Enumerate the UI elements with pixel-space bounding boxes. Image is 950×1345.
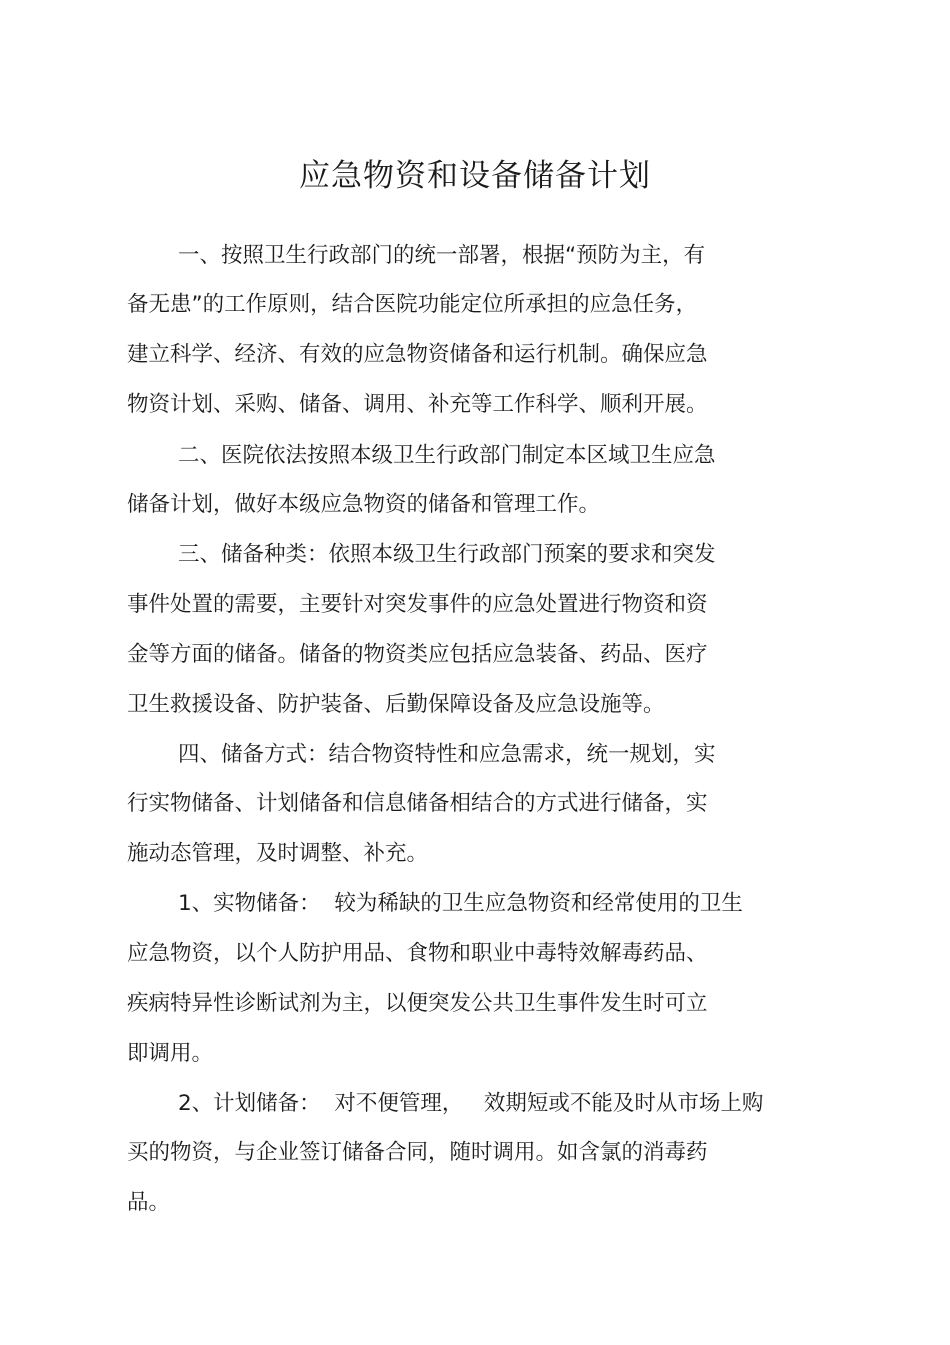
paragraph-4-line-3: 施动态管理，及时调整、补充。 bbox=[127, 841, 429, 866]
paragraph-3-line-1: 三、储备种类：依照本级卫生行政部门预案的要求和突发 bbox=[178, 542, 716, 567]
paragraph-6-line-1: 2、计划储备： 对不便管理， 效期短或不能及时从市场上购 bbox=[178, 1091, 764, 1116]
document-title: 应急物资和设备储备计划 bbox=[299, 158, 651, 194]
paragraph-5-line-1: 1、实物储备： 较为稀缺的卫生应急物资和经常使用的卫生 bbox=[178, 891, 743, 916]
paragraph-3-line-2: 事件处置的需要，主要针对突发事件的应急处置进行物资和资 bbox=[127, 592, 708, 617]
paragraph-1-line-1: 一、按照卫生行政部门的统一部署，根据“预防为主，有 bbox=[178, 243, 706, 268]
paragraph-1-line-2: 备无患”的工作原则，结合医院功能定位所承担的应急任务， bbox=[127, 292, 698, 317]
paragraph-4-line-1: 四、储备方式：结合物资特性和应急需求，统一规划，实 bbox=[178, 742, 716, 767]
paragraph-1-line-4: 物资计划、采购、储备、调用、补充等工作科学、顺利开展。 bbox=[127, 392, 708, 417]
paragraph-5-line-3: 疾病特异性诊断试剂为主，以便突发公共卫生事件发生时可立 bbox=[127, 991, 708, 1016]
paragraph-6-line-3: 品。 bbox=[127, 1190, 171, 1215]
paragraph-3-line-4: 卫生救援设备、防护装备、后勤保障设备及应急设施等。 bbox=[127, 692, 665, 717]
paragraph-4-line-2: 行实物储备、计划储备和信息储备相结合的方式进行储备，实 bbox=[127, 791, 708, 816]
paragraph-3-line-3: 金等方面的储备。储备的物资类应包括应急装备、药品、医疗 bbox=[127, 642, 708, 667]
paragraph-5-line-4: 即调用。 bbox=[127, 1041, 214, 1066]
paragraph-1-line-3: 建立科学、经济、有效的应急物资储备和运行机制。确保应急 bbox=[127, 342, 708, 367]
paragraph-6-line-2: 买的物资，与企业签订储备合同，随时调用。如含氯的消毒药 bbox=[127, 1140, 708, 1165]
paragraph-2-line-2: 储备计划，做好本级应急物资的储备和管理工作。 bbox=[127, 492, 601, 517]
paragraph-5-line-2: 应急物资，以个人防护用品、食物和职业中毒特效解毒药品、 bbox=[127, 941, 708, 966]
paragraph-2-line-1: 二、医院依法按照本级卫生行政部门制定本区域卫生应急 bbox=[178, 443, 716, 468]
